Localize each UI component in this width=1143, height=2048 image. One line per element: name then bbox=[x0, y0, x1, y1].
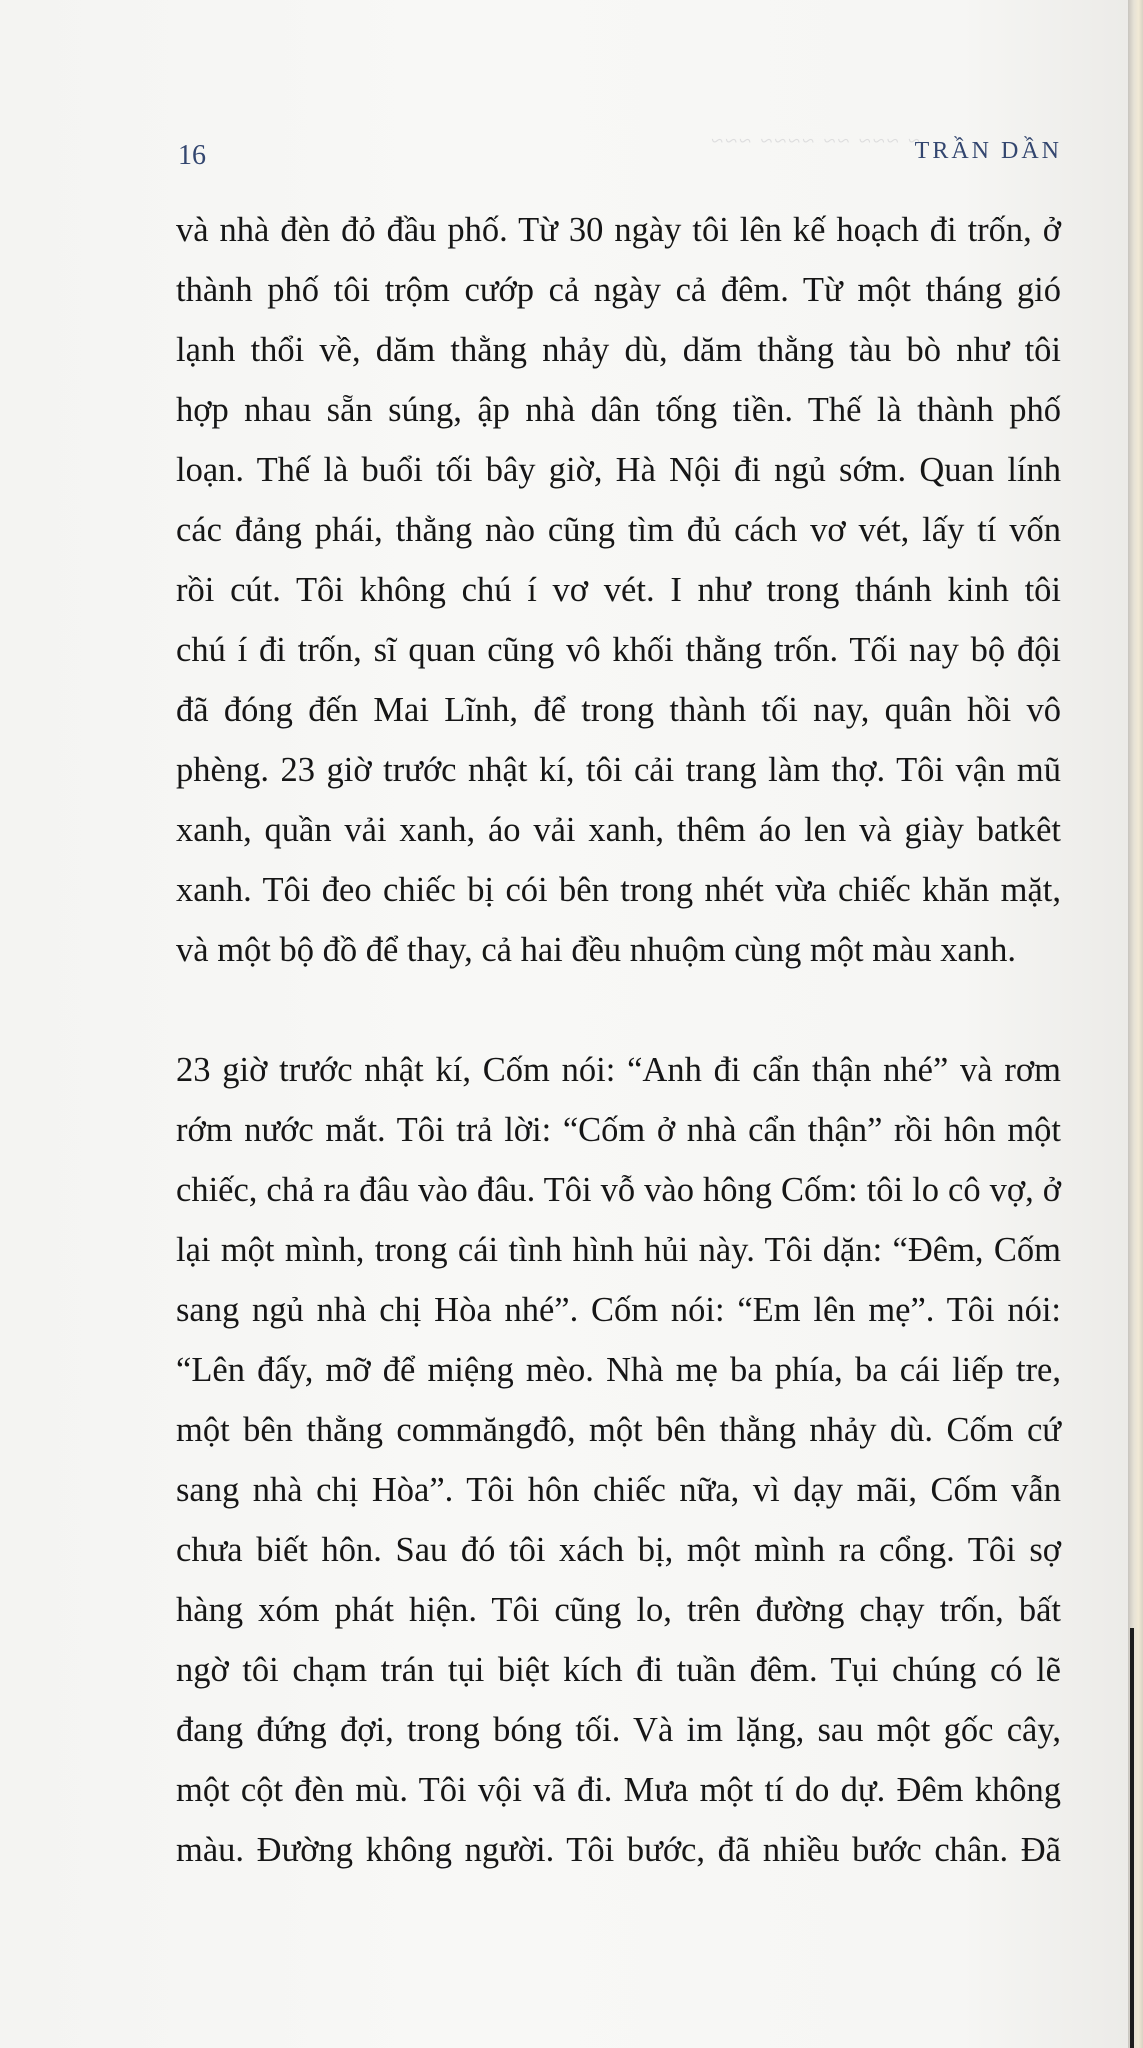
text-line: lại một mình, trong cái tình hình hủi này. Tôi dặn: “Đêm, Cốm bbox=[176, 1231, 1061, 1269]
edge-shadow bbox=[1130, 1628, 1134, 2048]
text-line: hàng xóm phát hiện. Tôi cũng lo, trên đường chạy trốn, bất bbox=[176, 1591, 1061, 1629]
text-line: một bên thằng commăngđô, một bên thằng nhảy dù. Cốm cứ bbox=[176, 1411, 1061, 1449]
text-line: xanh, quần vải xanh, áo vải xanh, thêm áo len và giày batkêt bbox=[176, 811, 1061, 849]
text-line: rồi cút. Tôi không chú í vơ vét. I như trong thánh kinh tôi bbox=[176, 571, 1061, 609]
text-line: các đảng phái, thằng nào cũng tìm đủ cách vơ vét, lấy tí vốn bbox=[176, 511, 1061, 549]
text-line: rớm nước mắt. Tôi trả lời: “Cốm ở nhà cẩn thận” rồi hôn một bbox=[176, 1111, 1061, 1149]
text-line: lạnh thổi về, dăm thằng nhảy dù, dăm thằng tàu bò như tôi bbox=[176, 331, 1061, 369]
text-line: phèng. 23 giờ trước nhật kí, tôi cải trang làm thợ. Tôi vận mũ bbox=[176, 751, 1061, 789]
text-line: “Lên đấy, mỡ để miệng mèo. Nhà mẹ ba phía, ba cái liếp tre, bbox=[176, 1351, 1061, 1389]
text-line: ngờ tôi chạm trán tụi biệt kích đi tuần đêm. Tụi chúng có lẽ bbox=[176, 1651, 1061, 1689]
show-through-text: ~ ~~~ ~~ ~~~~ ~~~ bbox=[709, 128, 920, 153]
text-line: chưa biết hôn. Sau đó tôi xách bị, một mình ra cổng. Tôi sợ bbox=[176, 1531, 1061, 1569]
text-line: sang ngủ nhà chị Hòa nhé”. Cốm nói: “Em lên mẹ”. Tôi nói: bbox=[176, 1291, 1061, 1329]
text-line: đang đứng đợi, trong bóng tối. Và im lặng, sau một gốc cây, bbox=[176, 1711, 1061, 1749]
body-text bbox=[176, 200, 1061, 1880]
text-line: loạn. Thế là buổi tối bây giờ, Hà Nội đi ngủ sớm. Quan lính bbox=[176, 451, 1061, 489]
running-head-author: TRẦN DẦN bbox=[914, 138, 1062, 164]
page-number: 16 bbox=[178, 140, 206, 171]
text-line: và một bộ đồ để thay, cả hai đều nhuộm cùng một màu xanh. bbox=[176, 931, 1016, 969]
text-line: một cột đèn mù. Tôi vội vã đi. Mưa một tí do dự. Đêm không bbox=[176, 1771, 1061, 1809]
text-line: chiếc, chả ra đâu vào đâu. Tôi vỗ vào hông Cốm: tôi lo cô vợ, ở bbox=[176, 1171, 1061, 1209]
book-spine-edge bbox=[1128, 0, 1143, 2048]
text-line: đã đóng đến Mai Lĩnh, để trong thành tối nay, quân hồi vô bbox=[176, 691, 1061, 729]
text-line: chú í đi trốn, sĩ quan cũng vô khối thằng trốn. Tối nay bộ đội bbox=[176, 631, 1061, 669]
text-line: sang nhà chị Hòa”. Tôi hôn chiếc nữa, vì dạy mãi, Cốm vẫn bbox=[176, 1471, 1061, 1509]
paragraph-1 bbox=[176, 200, 1061, 980]
text-line: hợp nhau sẵn súng, ập nhà dân tống tiền. Thế là thành phố bbox=[176, 391, 1061, 429]
text-line: 23 giờ trước nhật kí, Cốm nói: “Anh đi cẩn thận nhé” và rơm bbox=[176, 1051, 1061, 1089]
paragraph-2 bbox=[176, 1040, 1061, 1880]
running-header bbox=[0, 132, 1128, 172]
text-line: và nhà đèn đỏ đầu phố. Từ 30 ngày tôi lên kế hoạch đi trốn, ở bbox=[176, 211, 1061, 249]
text-line: xanh. Tôi đeo chiếc bị cói bên trong nhét vừa chiếc khăn mặt, bbox=[176, 871, 1061, 909]
text-line: thành phố tôi trộm cướp cả ngày cả đêm. Từ một tháng gió bbox=[176, 271, 1061, 309]
text-line: màu. Đường không người. Tôi bước, đã nhiều bước chân. Đã bbox=[176, 1831, 1061, 1869]
paragraph-gap bbox=[176, 980, 1061, 1040]
